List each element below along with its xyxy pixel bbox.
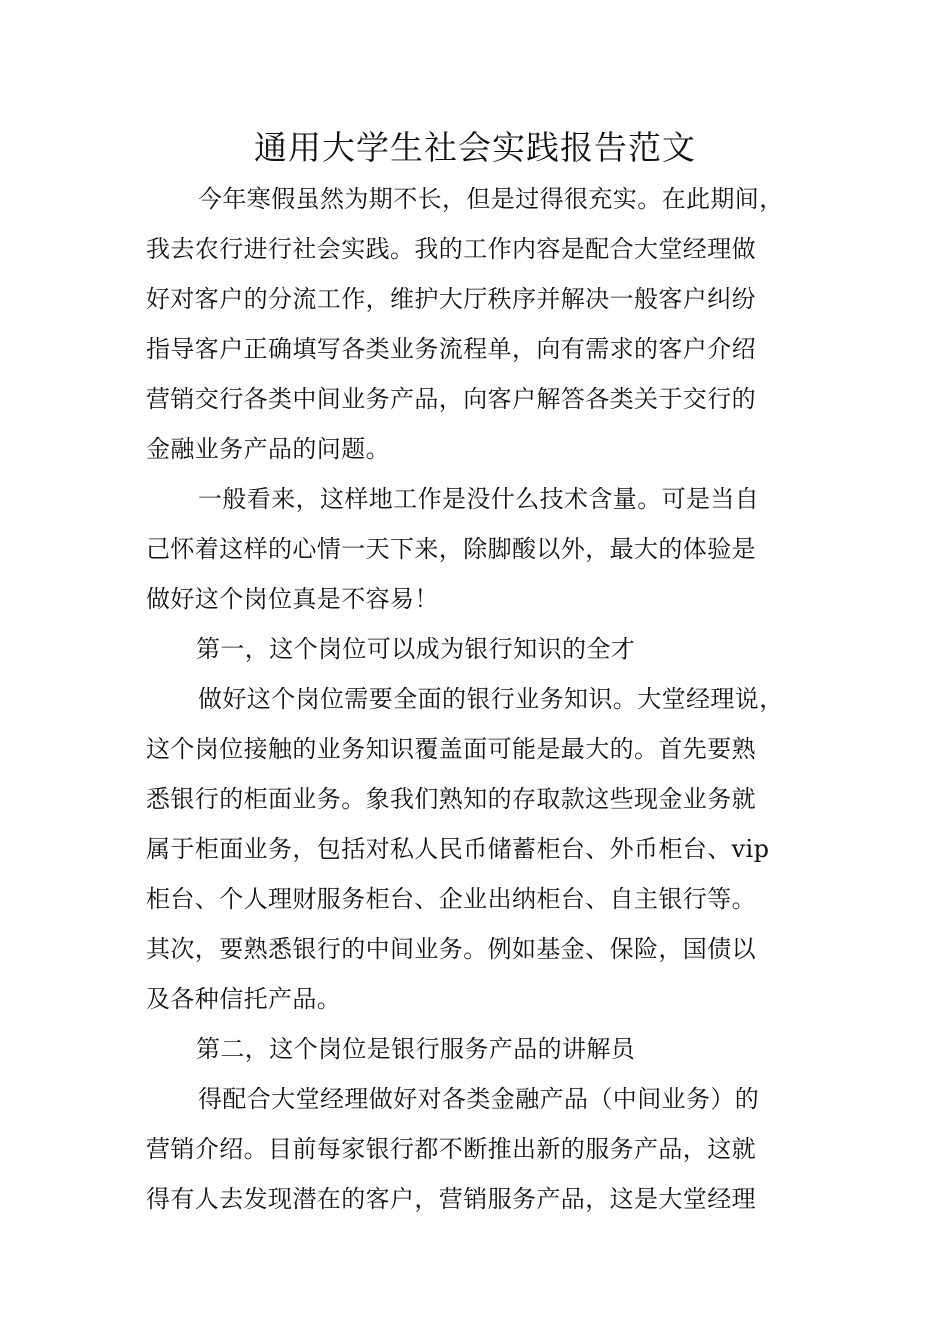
section-heading: 第二，这个岗位是银行服务产品的讲解员 xyxy=(196,1035,636,1063)
paragraph-line: 其次，要熟悉银行的中间业务。例如基金、保险，国债以 xyxy=(146,935,756,963)
paragraph-line: 这个岗位接触的业务知识覆盖面可能是最大的。首先要熟 xyxy=(146,735,756,763)
paragraph-line: 属于柜面业务，包括对私人民币储蓄柜台、外币柜台、vip xyxy=(146,835,770,863)
document-title: 通用大学生社会实践报告范文 xyxy=(254,128,696,167)
paragraph-line: 今年寒假虽然为期不长，但是过得很充实。在此期间， xyxy=(198,185,784,213)
paragraph-line: 营销交行各类中间业务产品，向客户解答各类关于交行的 xyxy=(146,385,756,413)
paragraph-line: 营销介绍。目前每家银行都不断推出新的服务产品，这就 xyxy=(146,1135,756,1163)
section-heading: 第一，这个岗位可以成为银行知识的全才 xyxy=(196,635,636,663)
paragraph-line: 做好这个岗位需要全面的银行业务知识。大堂经理说， xyxy=(198,685,784,713)
paragraph-line: 己怀着这样的心情一天下来，除脚酸以外，最大的体验是 xyxy=(146,535,756,563)
paragraph-line: 一般看来，这样地工作是没什么技术含量。可是当自 xyxy=(198,485,760,513)
paragraph-line: 做好这个岗位真是不容易！ xyxy=(146,585,439,613)
paragraph-line: 柜台、个人理财服务柜台、企业出纳柜台、自主银行等。 xyxy=(146,885,756,913)
paragraph-line: 得有人去发现潜在的客户，营销服务产品，这是大堂经理 xyxy=(146,1185,756,1213)
paragraph-line: 我去农行进行社会实践。我的工作内容是配合大堂经理做 xyxy=(146,235,756,263)
paragraph-line: 金融业务产品的问题。 xyxy=(146,435,390,463)
paragraph-line: 好对客户的分流工作，维护大厅秩序并解决一般客户纠纷 xyxy=(146,285,756,313)
paragraph-line: 得配合大堂经理做好对各类金融产品（中间业务）的 xyxy=(198,1085,760,1113)
paragraph-line: 悉银行的柜面业务。象我们熟知的存取款这些现金业务就 xyxy=(146,785,756,813)
paragraph-line: 及各种信托产品。 xyxy=(146,985,342,1013)
paragraph-line: 指导客户正确填写各类业务流程单，向有需求的客户介绍 xyxy=(146,335,756,363)
